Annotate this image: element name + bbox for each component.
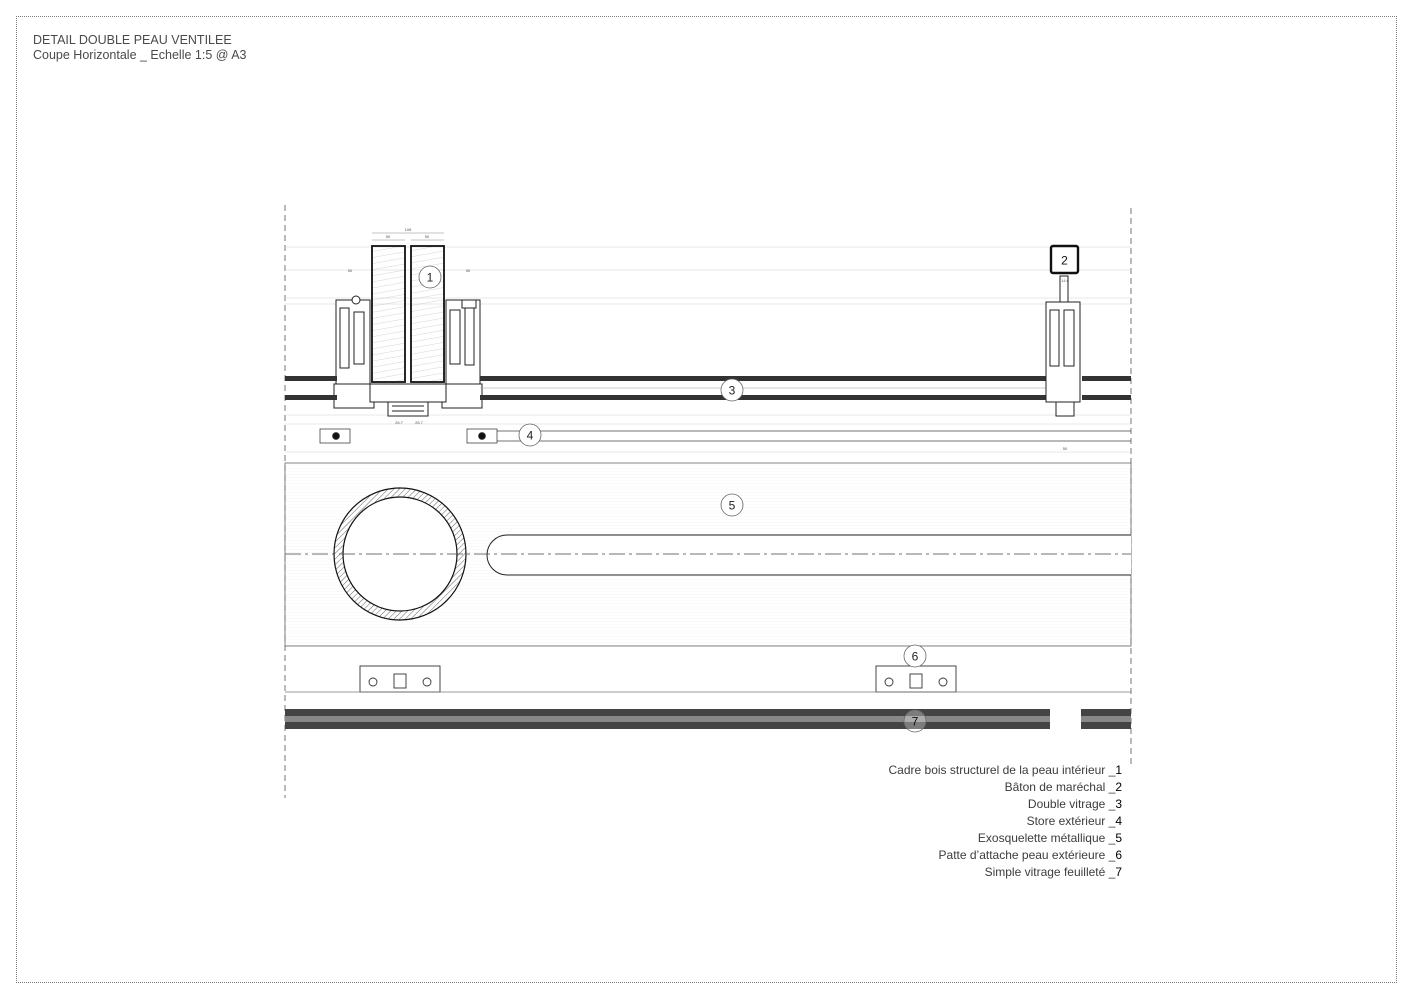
svg-text:7: 7 (911, 714, 919, 729)
legend-item: Simple vitrage feuilleté _7 (984, 865, 1122, 879)
marker-6 (904, 645, 926, 667)
drawing-subtitle: Coupe Horizontale _ Echelle 1:5 @ A3 (33, 48, 247, 62)
timber-frame (372, 233, 444, 382)
dimension-label: 50 (465, 268, 471, 273)
svg-text:5: 5 (728, 498, 736, 513)
base-profile (370, 384, 446, 416)
legend-item: Store extérieur _4 (1026, 814, 1122, 828)
attachment-brackets (360, 666, 956, 692)
dimension-label: 14.6 (1061, 278, 1069, 283)
dimension-label: 50 (385, 234, 391, 239)
marker-3 (721, 379, 743, 401)
dimension-label: 108 (404, 227, 412, 232)
marker-4 (519, 424, 541, 446)
laminated-glazing (285, 709, 1131, 729)
dimension-label: 50 (1062, 446, 1068, 451)
exterior-blind (320, 429, 1131, 443)
legend-item: Cadre bois structurel de la peau intérieur _1 (888, 763, 1122, 777)
svg-text:4: 4 (526, 428, 534, 443)
marker-7 (904, 710, 926, 732)
dimension-label: 50 (424, 234, 430, 239)
aluminium-profile-left (334, 296, 374, 408)
svg-text:3: 3 (728, 383, 736, 398)
legend-item: Double vitrage _3 (1027, 797, 1122, 811)
mullion-profile (1046, 276, 1080, 416)
dimension-label: 26.7 (395, 420, 403, 425)
marker-2 (1061, 254, 1068, 268)
svg-text:1: 1 (426, 270, 434, 285)
marker-5 (721, 494, 743, 516)
dimension-label: 26.7 (415, 420, 423, 425)
svg-text:6: 6 (911, 649, 919, 664)
legend (889, 762, 1122, 881)
legend-item: Bâton de maréchal _2 (1004, 780, 1122, 794)
exoskeleton-slot (487, 535, 1131, 575)
svg-text:2: 2 (1061, 253, 1068, 268)
dimension-label: 50 (347, 268, 353, 273)
marker-1 (419, 266, 441, 288)
legend-item: Exosquelette métallique _5 (977, 831, 1122, 845)
aluminium-profile-right (442, 300, 482, 408)
drawing-title: DETAIL DOUBLE PEAU VENTILEE (33, 33, 232, 47)
legend-item: Patte d’attache peau extérieure _6 (938, 848, 1122, 862)
